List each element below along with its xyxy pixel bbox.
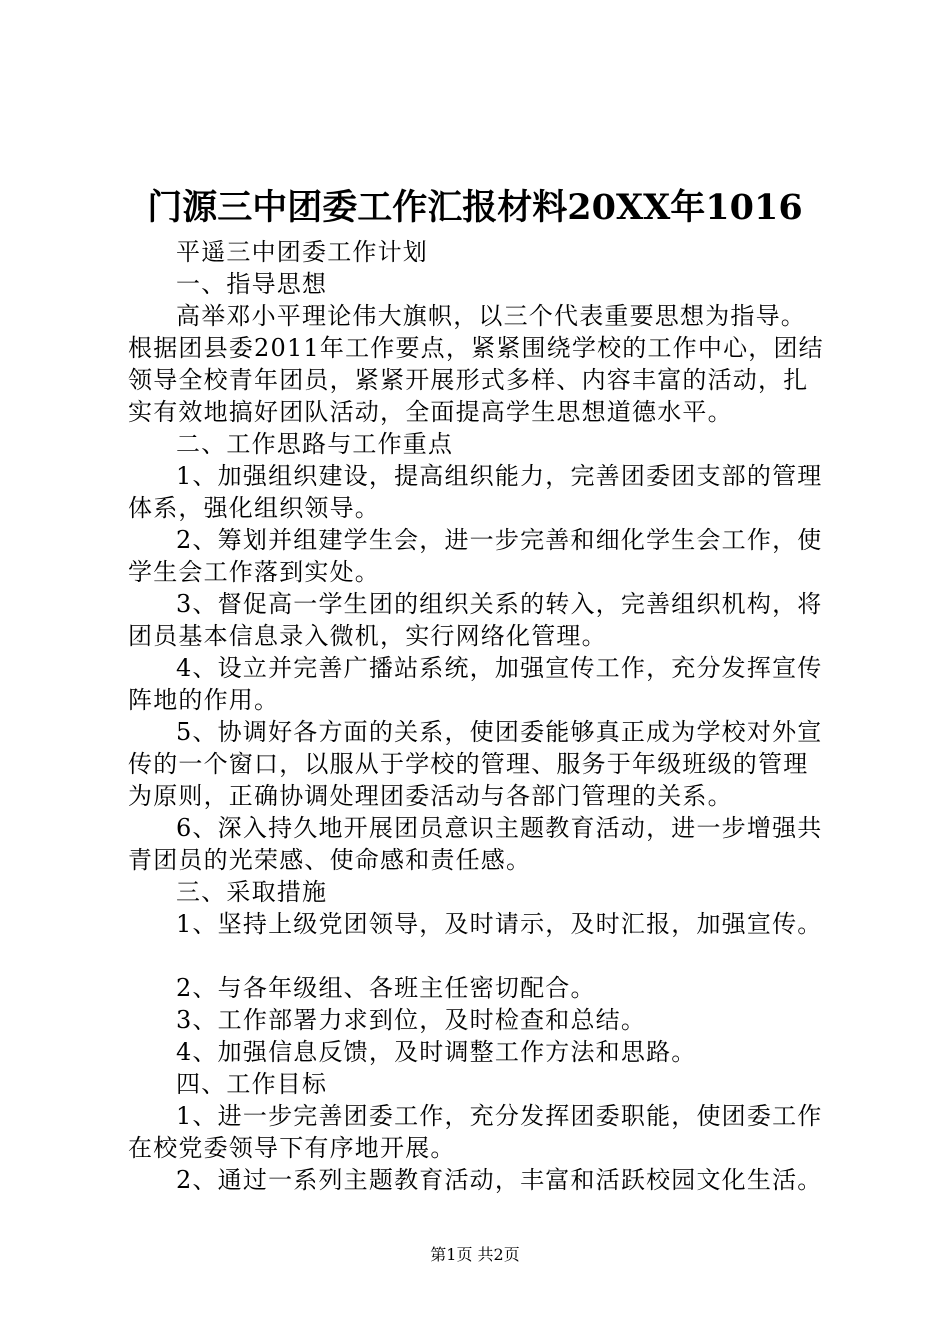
text-line: 青团员的光荣感、使命感和责任感。 xyxy=(128,846,532,874)
text-line: 2、通过一系列主题教育活动，丰富和活跃校园文化生活。 xyxy=(176,1166,823,1194)
section-heading: 二、工作思路与工作重点 xyxy=(176,430,454,458)
text-line: 1、坚持上级党团领导，及时请示，及时汇报，加强宣传。 xyxy=(176,910,823,938)
document-body xyxy=(128,236,828,1196)
section-heading: 四、工作目标 xyxy=(176,1070,328,1098)
text-line: 3、工作部署力求到位，及时检查和总结。 xyxy=(176,1006,647,1034)
page-number-footer: 第1页 共2页 xyxy=(430,1245,520,1264)
text-line: 为原则，正确协调处理团委活动与各部门管理的关系。 xyxy=(128,782,733,810)
text-line: 高举邓小平理论伟大旗帜，以三个代表重要思想为指导。 xyxy=(176,302,806,330)
text-line: 学生会工作落到实处。 xyxy=(128,558,380,586)
text-line: 体系，强化组织领导。 xyxy=(128,494,380,522)
text-line: 1、加强组织建设，提高组织能力，完善团委团支部的管理 xyxy=(176,462,823,490)
document-title: 门源三中团委工作汇报材料20XX年1016 xyxy=(147,187,803,228)
text-line: 实有效地搞好团队活动，全面提高学生思想道德水平。 xyxy=(128,398,733,426)
text-line: 根据团县委2011年工作要点，紧紧围绕学校的工作中心，团结 xyxy=(128,334,824,362)
text-line: 团员基本信息录入微机，实行网络化管理。 xyxy=(128,622,607,650)
section-heading: 三、采取措施 xyxy=(176,878,328,906)
text-line: 6、深入持久地开展团员意识主题教育活动，进一步增强共 xyxy=(176,814,823,842)
text-line: 传的一个窗口，以服从于学校的管理、服务于年级班级的管理 xyxy=(128,750,809,778)
text-line: 领导全校青年团员，紧紧开展形式多样、内容丰富的活动，扎 xyxy=(128,366,809,394)
text-line: 在校党委领导下有序地开展。 xyxy=(128,1134,456,1162)
text-line: 2、筹划并组建学生会，进一步完善和细化学生会工作，使 xyxy=(176,526,823,554)
text-line: 2、与各年级组、各班主任密切配合。 xyxy=(176,974,596,1002)
text-line: 4、设立并完善广播站系统，加强宣传工作，充分发挥宣传 xyxy=(176,654,823,682)
text-line: 平遥三中团委工作计划 xyxy=(176,238,428,266)
text-line: 4、加强信息反馈，及时调整工作方法和思路。 xyxy=(176,1038,697,1066)
text-line: 5、协调好各方面的关系，使团委能够真正成为学校对外宣 xyxy=(176,718,823,746)
text-line: 1、进一步完善团委工作，充分发挥团委职能，使团委工作 xyxy=(176,1102,823,1130)
text-line: 阵地的作用。 xyxy=(128,686,280,714)
section-heading: 一、指导思想 xyxy=(176,270,328,298)
blank-line xyxy=(128,940,828,972)
text-line: 3、督促高一学生团的组织关系的转入，完善组织机构，将 xyxy=(176,590,823,618)
